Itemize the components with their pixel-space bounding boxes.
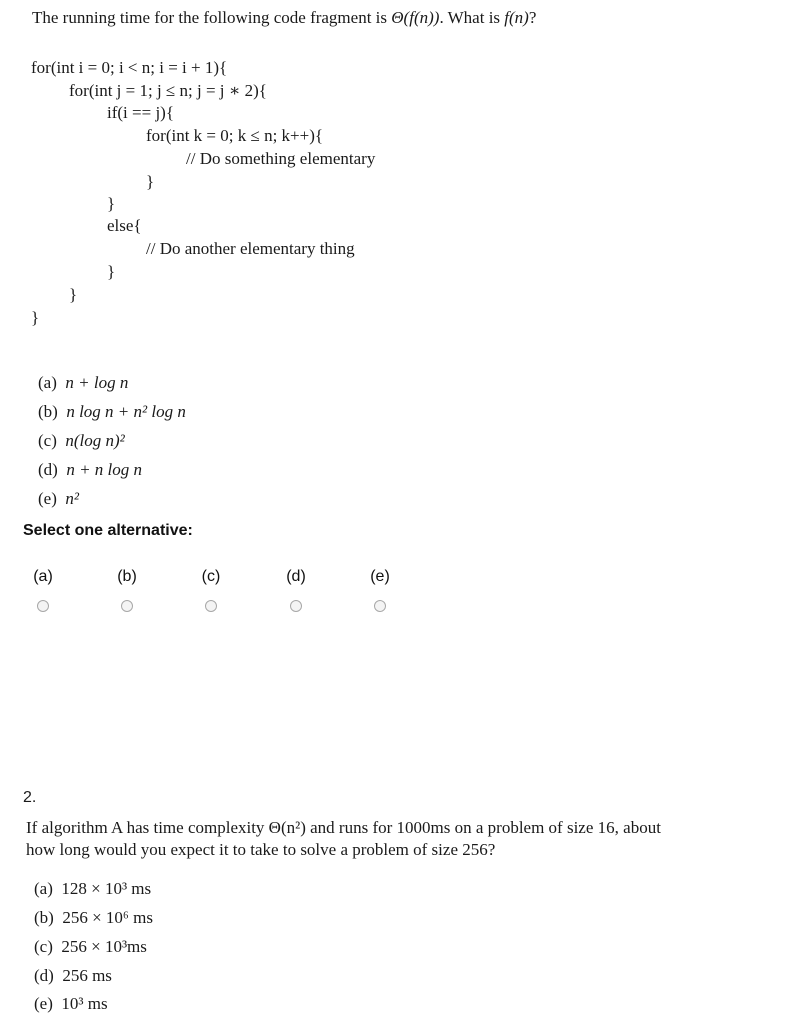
code-line-6: } (146, 172, 155, 191)
prompt-text-2: . What is (439, 8, 505, 27)
radio-choice-e[interactable] (360, 568, 400, 612)
question2-prompt-line1: If algorithm A has time complexity Θ(n²) and runs for 1000ms on a problem of size 16, about (26, 818, 661, 837)
code-line-3: if(i == j){ (107, 103, 174, 122)
question2-prompt-line2: how long would you expect it to take to solve a problem of size 256? (26, 840, 496, 859)
prompt-math: Θ(f(n)) (391, 8, 440, 27)
radio-button-c[interactable] (205, 600, 217, 612)
radio-button-b[interactable] (121, 600, 133, 612)
option-c: (c) n(log n)² (38, 431, 125, 450)
code-line-12: } (31, 308, 40, 327)
q2-option-a: (a) 128 × 10³ ms (34, 879, 152, 898)
radio-label-e: (e) (370, 568, 390, 585)
code-line-10: } (107, 262, 116, 281)
q2-option-c: (c) 256 × 10³ms (34, 937, 147, 956)
radio-label-c: (c) (201, 568, 221, 585)
prompt-end: ? (528, 8, 537, 27)
radio-choice-c[interactable] (191, 568, 231, 612)
code-line-1: for(int i = 0; i < n; i = i + 1){ (31, 58, 228, 77)
option-e: (e) n² (38, 489, 79, 508)
radio-button-a[interactable] (37, 600, 49, 612)
q2-option-e: (e) 10³ ms (34, 994, 108, 1013)
q2-option-b: (b) 256 × 10⁶ ms (34, 908, 153, 927)
radio-choice-a[interactable] (23, 568, 63, 612)
prompt-fn: f(n) (504, 8, 529, 27)
code-line-4: for(int k = 0; k ≤ n; k++){ (146, 126, 324, 145)
code-line-11: } (69, 285, 78, 304)
code-line-9: // Do another elementary thing (146, 239, 355, 258)
option-a: (a) n + log n (38, 373, 129, 392)
radio-button-d[interactable] (290, 600, 302, 612)
radio-button-e[interactable] (374, 600, 386, 612)
code-line-5: // Do something elementary (186, 149, 376, 168)
select-one-label: Select one alternative: (23, 522, 193, 539)
code-line-7: } (107, 194, 116, 213)
question2-number: 2. (23, 789, 37, 806)
radio-choice-b[interactable] (107, 568, 147, 612)
question2-prompt (26, 817, 661, 861)
radio-label-b: (b) (117, 568, 137, 585)
radio-label-d: (d) (286, 568, 306, 585)
q2-option-d: (d) 256 ms (34, 966, 112, 985)
code-line-8: else{ (107, 216, 142, 235)
code-line-2: for(int j = 1; j ≤ n; j = j ∗ 2){ (69, 81, 267, 100)
option-b: (b) n log n + n² log n (38, 402, 186, 421)
question1-prompt (32, 8, 536, 28)
radio-choice-d[interactable] (276, 568, 316, 612)
option-d: (d) n + n log n (38, 460, 143, 479)
radio-label-a: (a) (33, 568, 53, 585)
prompt-text: The running time for the following code fragment is (32, 8, 392, 27)
